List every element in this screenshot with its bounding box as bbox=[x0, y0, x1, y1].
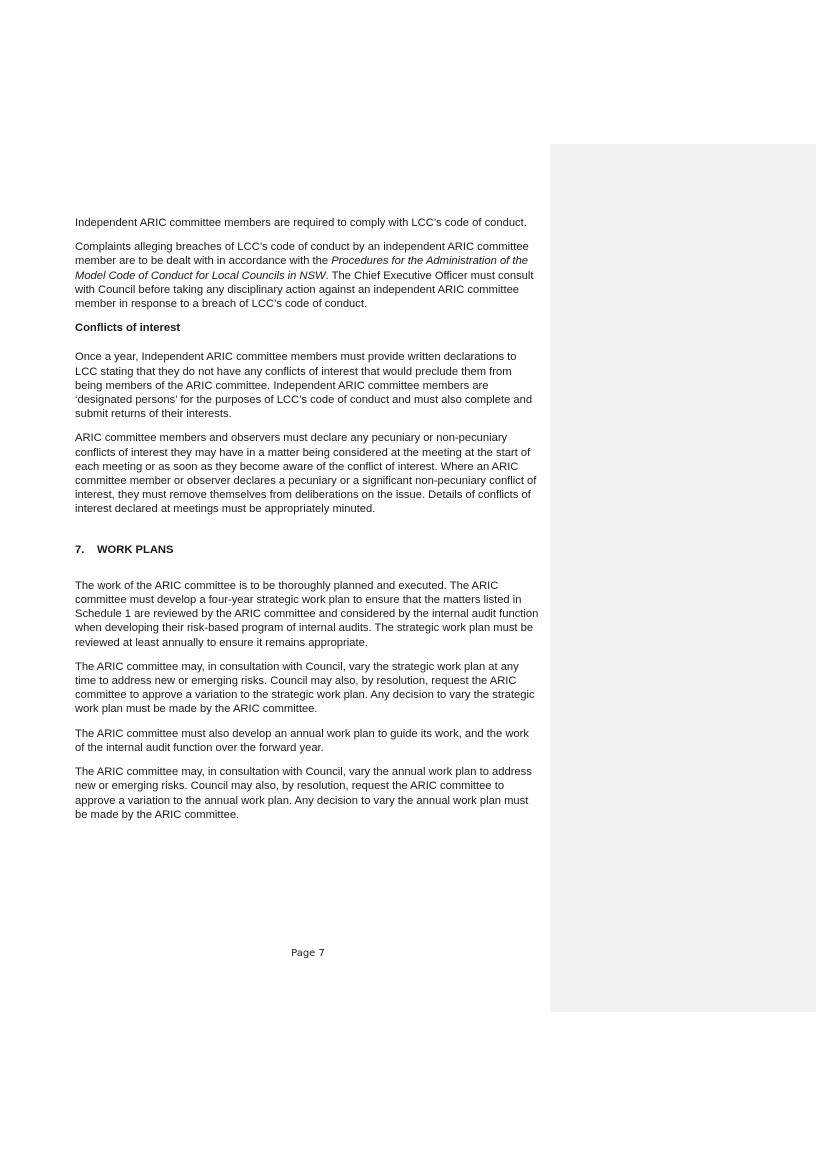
paragraph-code-of-conduct: Independent ARIC committee members are required to comply with LCC’s code of conduct. bbox=[75, 217, 527, 229]
paragraph-pecuniary-conflicts: ARIC committee members and observers must declare any pecuniary or non-pecuniary conflicts of interest they may have in a matter being considered at the meeting at the start of each meeting or as soon as they become aware of the conflict of interest. Where an ARIC committee member or observer declares a pecuniary or a significant non-pecuniary conflict of interest, they must remove themselves from deliberations on the issue. Details of conflicts of interest declared at meetings must be appropriately minuted. bbox=[75, 432, 537, 516]
document-body bbox=[75, 216, 539, 832]
paragraph-complaints bbox=[75, 240, 539, 311]
paragraph-strategic-plan: The work of the ARIC committee is to be thoroughly planned and executed. The ARIC committee must develop a four-year strategic work plan to ensure that the matters listed in Schedule 1 are reviewed by the ARIC committee and considered by the internal audit function when developing their risk-based program of internal audits. The strategic work plan must be reviewed at least annually to ensure it remains appropriate. bbox=[75, 579, 539, 649]
paragraph-annual-plan: The ARIC committee must also develop an annual work plan to guide its work, and the work of the internal audit function over the forward year. bbox=[75, 727, 529, 754]
section-title: WORK PLANS bbox=[97, 543, 174, 556]
section-number: 7. bbox=[75, 543, 85, 556]
procedures-title: Procedures for the Administration of the Model Code of Conduct for Local Councils in NSW bbox=[75, 255, 528, 282]
comment-pane bbox=[550, 144, 816, 1012]
paragraph-complaints-start: Complaints alleging breaches of LCC’s code of conduct by an independent ARIC committee member are to be dealt with in accordance with the bbox=[75, 241, 529, 268]
heading-conflicts-of-interest: Conflicts of interest bbox=[75, 322, 181, 335]
paragraph-declarations: Once a year, Independent ARIC committee members must provide written declarations to LCC stating that they do not have any conflicts of interest that would preclude them from being members of the ARIC committee. Independent ARIC committee members are ‘designated persons’ for the purposes of LCC’s code of conduct and must also complete and submit returns of their interests. bbox=[75, 351, 533, 421]
paragraph-vary-annual-plan: The ARIC committee may, in consultation with Council, vary the annual work plan to address new or emerging risks. Council may also, by resolution, request the ARIC committee to approve a variation to the annual work plan. Any decision to vary the annual work plan must be made by the ARIC committee. bbox=[75, 766, 532, 821]
paragraph-complaints-end: . The Chief Executive Officer must consult with Council before taking any disciplinary action against an independent ARIC committee member in response to a breach of LCC’s code of conduct. bbox=[75, 269, 534, 311]
paragraph-vary-strategic-plan: The ARIC committee may, in consultation with Council, vary the strategic work plan at any time to address new or emerging risks. Council may also, by resolution, request the ARIC committee to approve a variation to the strategic work plan. Any decision to vary the strategic work plan must be made by the ARIC committee. bbox=[75, 660, 535, 716]
heading-work-plans bbox=[75, 543, 539, 557]
page-number: Page 7 bbox=[291, 948, 325, 959]
